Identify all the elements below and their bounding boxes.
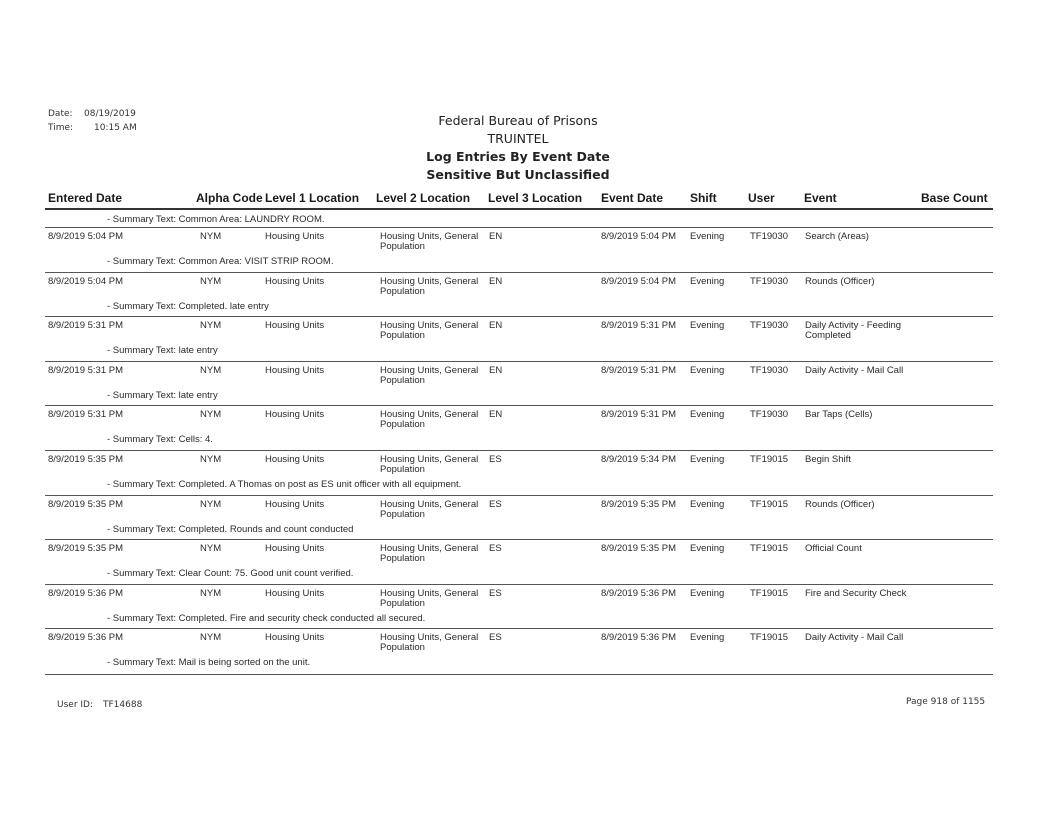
- cell-user: TF19030: [750, 320, 789, 331]
- cell-alpha-code: NYM: [200, 543, 222, 554]
- date-label: Date:: [48, 109, 73, 119]
- summary-text: - Summary Text: late entry: [107, 390, 218, 401]
- cell-level2: Housing Units, General Population: [380, 543, 479, 564]
- cell-shift: Evening: [690, 231, 725, 242]
- cell-event-date: 8/9/2019 5:04 PM: [601, 231, 676, 242]
- cell-level2: Housing Units, General Population: [380, 588, 479, 609]
- cell-user: TF19030: [750, 365, 789, 376]
- summary-text: - Summary Text: Clear Count: 75. Good unit count verified.: [107, 568, 354, 579]
- row-divider: [45, 316, 993, 317]
- user-id-value: TF14688: [103, 700, 143, 710]
- cell-level3: ES: [489, 588, 502, 599]
- cell-shift: Evening: [690, 499, 725, 510]
- summary-text: - Summary Text: Cells: 4.: [107, 434, 213, 445]
- cell-shift: Evening: [690, 320, 725, 331]
- cell-level2: Housing Units, General Population: [380, 365, 479, 386]
- summary-text: - Summary Text: Completed. late entry: [107, 301, 269, 312]
- cell-event-date: 8/9/2019 5:04 PM: [601, 276, 676, 287]
- row-divider: [45, 272, 993, 273]
- summary-text: - Summary Text: Common Area: VISIT STRIP ROOM.: [107, 256, 334, 267]
- row-divider: [45, 539, 993, 540]
- user-id-label: User ID:: [57, 700, 93, 710]
- col-level1: Level 1 Location: [265, 191, 360, 205]
- cell-level3: EN: [489, 320, 503, 331]
- cell-level2: Housing Units, General Population: [380, 276, 479, 297]
- cell-event: Daily Activity - Feeding Completed: [805, 320, 902, 341]
- report-title: Log Entries By Event Date: [426, 149, 610, 164]
- cell-event-date: 8/9/2019 5:31 PM: [601, 365, 676, 376]
- col-event: Event: [804, 191, 837, 205]
- row-divider: [45, 584, 993, 585]
- cell-level1: Housing Units: [265, 365, 325, 376]
- cell-level1: Housing Units: [265, 543, 325, 554]
- col-user: User: [748, 191, 775, 205]
- cell-event-date: 8/9/2019 5:35 PM: [601, 543, 676, 554]
- row-divider: [45, 405, 993, 406]
- row-divider: [45, 450, 993, 451]
- cell-event-date: 8/9/2019 5:31 PM: [601, 409, 676, 420]
- cell-event-date: 8/9/2019 5:31 PM: [601, 320, 676, 331]
- cell-shift: Evening: [690, 454, 725, 465]
- time-label: Time:: [48, 123, 74, 133]
- cell-user: TF19015: [750, 543, 789, 554]
- cell-user: TF19015: [750, 632, 789, 643]
- cell-alpha-code: NYM: [200, 454, 222, 465]
- cell-event: Official Count: [805, 543, 862, 554]
- cell-alpha-code: NYM: [200, 588, 222, 599]
- row-divider: [45, 628, 993, 629]
- cell-event: Daily Activity - Mail Call: [805, 632, 904, 643]
- cell-level3: EN: [489, 365, 503, 376]
- cell-alpha-code: NYM: [200, 409, 222, 420]
- cell-event-date: 8/9/2019 5:34 PM: [601, 454, 676, 465]
- cell-level1: Housing Units: [265, 588, 325, 599]
- row-divider: [45, 495, 993, 496]
- cell-level1: Housing Units: [265, 499, 325, 510]
- cell-alpha-code: NYM: [200, 365, 222, 376]
- cell-level1: Housing Units: [265, 231, 325, 242]
- cell-level2: Housing Units, General Population: [380, 499, 479, 520]
- cell-user: TF19030: [750, 409, 789, 420]
- summary-text: - Summary Text: Completed. Fire and security check conducted all secured.: [107, 613, 426, 624]
- cell-level1: Housing Units: [265, 276, 325, 287]
- classification: Sensitive But Unclassified: [426, 167, 610, 182]
- summary-text: - Summary Text: Completed. A Thomas on post as ES unit officer with all equipment.: [107, 479, 462, 490]
- cell-user: TF19030: [750, 276, 789, 287]
- col-shift: Shift: [690, 191, 717, 205]
- time-value: 10:15 AM: [94, 123, 137, 133]
- cell-event: Rounds (Officer): [805, 499, 875, 510]
- cell-event: Search (Areas): [805, 231, 869, 242]
- summary-text: - Summary Text: Completed. Rounds and count conducted: [107, 524, 354, 535]
- cell-level1: Housing Units: [265, 632, 325, 643]
- cell-shift: Evening: [690, 409, 725, 420]
- cell-event: Bar Taps (Cells): [805, 409, 873, 420]
- system-name: TRUINTEL: [487, 131, 549, 146]
- cell-entered-date: 8/9/2019 5:36 PM: [48, 588, 123, 599]
- cell-alpha-code: NYM: [200, 499, 222, 510]
- cell-level3: ES: [489, 454, 502, 465]
- summary-text: - Summary Text: Common Area: LAUNDRY ROOM.: [107, 214, 325, 225]
- cell-entered-date: 8/9/2019 5:04 PM: [48, 231, 123, 242]
- cell-entered-date: 8/9/2019 5:31 PM: [48, 320, 123, 331]
- cell-event-date: 8/9/2019 5:36 PM: [601, 588, 676, 599]
- summary-text: - Summary Text: Mail is being sorted on the unit.: [107, 657, 311, 668]
- cell-event: Rounds (Officer): [805, 276, 875, 287]
- cell-level3: ES: [489, 543, 502, 554]
- row-divider: [45, 227, 993, 228]
- cell-event-date: 8/9/2019 5:35 PM: [601, 499, 676, 510]
- cell-user: TF19015: [750, 454, 789, 465]
- col-base-count: Base Count: [921, 191, 988, 205]
- cell-shift: Evening: [690, 543, 725, 554]
- cell-alpha-code: NYM: [200, 320, 222, 331]
- cell-level3: EN: [489, 276, 503, 287]
- cell-alpha-code: NYM: [200, 632, 222, 643]
- col-level3: Level 3 Location: [488, 191, 583, 205]
- row-divider: [45, 361, 993, 362]
- summary-text: - Summary Text: late entry: [107, 345, 218, 356]
- cell-level3: ES: [489, 632, 502, 643]
- cell-event: Fire and Security Check: [805, 588, 907, 599]
- cell-level1: Housing Units: [265, 454, 325, 465]
- cell-level2: Housing Units, General Population: [380, 632, 479, 653]
- cell-entered-date: 8/9/2019 5:35 PM: [48, 543, 123, 554]
- cell-level2: Housing Units, General Population: [380, 409, 479, 430]
- cell-user: TF19015: [750, 499, 789, 510]
- cell-shift: Evening: [690, 632, 725, 643]
- cell-level3: EN: [489, 409, 503, 420]
- org-name: Federal Bureau of Prisons: [438, 113, 598, 128]
- header-rule: [45, 208, 993, 210]
- cell-entered-date: 8/9/2019 5:36 PM: [48, 632, 123, 643]
- cell-level1: Housing Units: [265, 320, 325, 331]
- col-level2: Level 2 Location: [376, 191, 471, 205]
- cell-shift: Evening: [690, 588, 725, 599]
- cell-level2: Housing Units, General Population: [380, 320, 479, 341]
- cell-alpha-code: NYM: [200, 276, 222, 287]
- cell-event-date: 8/9/2019 5:36 PM: [601, 632, 676, 643]
- cell-user: TF19030: [750, 231, 789, 242]
- cell-shift: Evening: [690, 276, 725, 287]
- col-entered-date: Entered Date: [48, 191, 123, 205]
- cell-entered-date: 8/9/2019 5:31 PM: [48, 365, 123, 376]
- cell-shift: Evening: [690, 365, 725, 376]
- cell-entered-date: 8/9/2019 5:35 PM: [48, 499, 123, 510]
- cell-event: Begin Shift: [805, 454, 851, 465]
- cell-level2: Housing Units, General Population: [380, 454, 479, 475]
- cell-event: Daily Activity - Mail Call: [805, 365, 904, 376]
- cell-level2: Housing Units, General Population: [380, 231, 479, 252]
- table-bottom-rule: [45, 674, 993, 675]
- cell-alpha-code: NYM: [200, 231, 222, 242]
- cell-level3: ES: [489, 499, 502, 510]
- date-value: 08/19/2019: [84, 109, 136, 119]
- page-number: Page 918 of 1155: [906, 697, 986, 707]
- col-event-date: Event Date: [601, 191, 664, 205]
- col-alpha-code: Alpha Code: [196, 191, 263, 205]
- cell-level1: Housing Units: [265, 409, 325, 420]
- cell-level3: EN: [489, 231, 503, 242]
- cell-user: TF19015: [750, 588, 789, 599]
- cell-entered-date: 8/9/2019 5:35 PM: [48, 454, 123, 465]
- cell-entered-date: 8/9/2019 5:31 PM: [48, 409, 123, 420]
- cell-entered-date: 8/9/2019 5:04 PM: [48, 276, 123, 287]
